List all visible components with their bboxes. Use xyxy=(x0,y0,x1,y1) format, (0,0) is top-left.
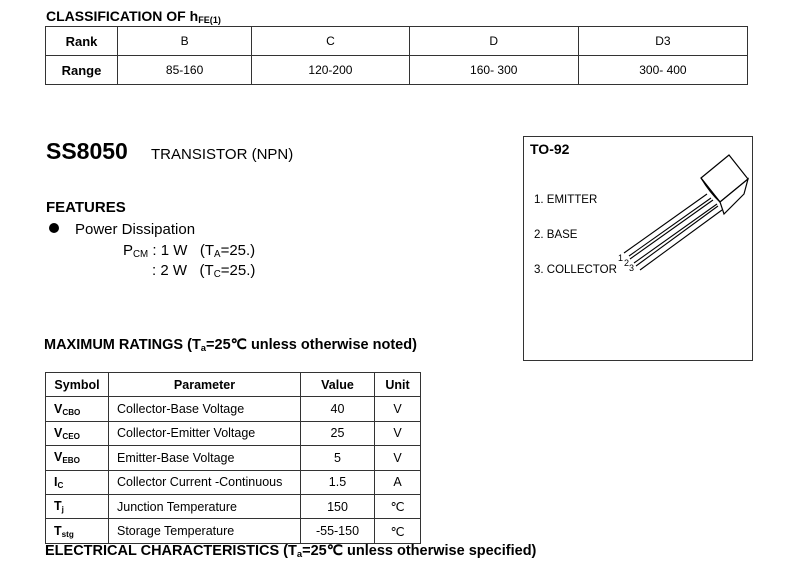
range-cell: 85-160 xyxy=(118,56,252,85)
table-header-row xyxy=(46,373,421,397)
feature-item: Power Dissipation xyxy=(75,221,196,238)
max-ratings-table xyxy=(45,372,421,544)
spec-cond: (T xyxy=(199,262,214,279)
features-heading: FEATURES xyxy=(46,199,126,216)
range-cell: 160- 300 xyxy=(409,56,578,85)
range-cell: 120-200 xyxy=(252,56,410,85)
value-cell: 40 xyxy=(301,397,375,421)
symbol: V xyxy=(54,450,63,465)
max-ratings-title xyxy=(44,337,417,353)
classification-title-main: CLASSIFICATION OF h xyxy=(46,8,199,24)
table-row xyxy=(46,494,421,518)
rank-cell: D3 xyxy=(578,27,747,56)
unit-cell: V xyxy=(375,446,421,470)
classification-table xyxy=(45,26,748,85)
bullet-icon xyxy=(49,223,59,233)
table-row xyxy=(46,421,421,445)
parameter-cell: Emitter-Base Voltage xyxy=(109,446,301,470)
symbol: V xyxy=(54,401,63,416)
col-header-value: Value xyxy=(301,373,375,397)
rank-header: Rank xyxy=(46,27,118,56)
table-row xyxy=(46,397,421,421)
range-cell: 300- 400 xyxy=(578,56,747,85)
spec-value: : 2 W xyxy=(152,262,188,279)
value-cell: 150 xyxy=(301,494,375,518)
symbol: T xyxy=(54,523,62,538)
pin-label-emitter: 1. EMITTER xyxy=(534,194,598,206)
value-cell: -55-150 xyxy=(301,519,375,543)
elec-title-post: =25℃ unless otherwise specified) xyxy=(302,543,537,559)
value-cell: 25 xyxy=(301,421,375,445)
table-row xyxy=(46,519,421,543)
pin-label-base: 2. BASE xyxy=(534,229,578,241)
pin-label-collector: 3. COLLECTOR xyxy=(534,264,617,276)
max-title-pre: MAXIMUM RATINGS (T xyxy=(44,337,201,353)
symbol-sub: stg xyxy=(61,529,74,539)
pin-number: 3 xyxy=(629,263,635,273)
rank-cell: C xyxy=(252,27,410,56)
pin-number: 2 xyxy=(624,258,630,268)
parameter-cell: Collector-Emitter Voltage xyxy=(109,421,301,445)
symbol-sub: CBO xyxy=(62,407,81,417)
symbol-cell xyxy=(46,421,109,445)
symbol-cell xyxy=(46,494,109,518)
unit-cell: V xyxy=(375,397,421,421)
rank-row xyxy=(46,27,748,56)
package-box xyxy=(523,136,753,361)
package-body xyxy=(701,155,748,214)
symbol-cell xyxy=(46,519,109,543)
classification-title xyxy=(46,8,221,25)
parameter-cell: Storage Temperature xyxy=(109,519,301,543)
spec-cond-sub: A xyxy=(214,249,221,260)
package-leads xyxy=(624,194,722,270)
spec-cond-post: =25.) xyxy=(220,242,256,259)
part-description: TRANSISTOR (NPN) xyxy=(151,146,294,163)
elec-title-pre: ELECTRICAL CHARACTERISTICS (T xyxy=(45,543,297,559)
spec-symbol: P xyxy=(123,242,134,259)
spec-cond-sub: C xyxy=(213,269,221,280)
col-header-symbol: Symbol xyxy=(46,373,109,397)
symbol-sub: C xyxy=(57,480,64,490)
symbol-cell xyxy=(46,446,109,470)
parameter-cell: Junction Temperature xyxy=(109,494,301,518)
unit-cell: ℃ xyxy=(375,519,421,543)
range-row xyxy=(46,56,748,85)
electrical-characteristics-title xyxy=(45,543,536,559)
unit-cell: A xyxy=(375,470,421,494)
max-title-post: =25℃ unless otherwise noted) xyxy=(206,337,417,353)
col-header-parameter: Parameter xyxy=(109,373,301,397)
symbol-sub: j xyxy=(61,505,64,515)
rank-cell: B xyxy=(118,27,252,56)
power-spec-1 xyxy=(123,242,255,260)
symbol-cell xyxy=(46,470,109,494)
symbol-sub: CEO xyxy=(62,431,80,441)
part-number: SS8050 xyxy=(46,138,128,164)
table-row xyxy=(46,470,421,494)
spec-value: : 1 W xyxy=(148,242,188,259)
symbol-sub: EBO xyxy=(62,456,80,466)
range-header: Range xyxy=(46,56,118,85)
symbol: V xyxy=(54,425,63,440)
spec-cond: (T xyxy=(199,242,215,259)
parameter-cell: Collector Current -Continuous xyxy=(109,470,301,494)
symbol: I xyxy=(54,474,58,489)
max-title-sub: a xyxy=(200,342,207,353)
value-cell: 1.5 xyxy=(301,470,375,494)
col-header-unit: Unit xyxy=(375,373,421,397)
package-title: TO-92 xyxy=(530,141,570,157)
elec-title-sub: a xyxy=(296,548,303,559)
unit-cell: ℃ xyxy=(375,494,421,518)
rank-cell: D xyxy=(409,27,578,56)
unit-cell: V xyxy=(375,421,421,445)
parameter-cell: Collector-Base Voltage xyxy=(109,397,301,421)
pin-number: 1 xyxy=(618,253,624,263)
value-cell: 5 xyxy=(301,446,375,470)
spec-symbol-sub: CM xyxy=(133,249,149,260)
classification-title-sub: FE(1) xyxy=(198,15,221,25)
spec-cond-post: =25.) xyxy=(220,262,256,279)
symbol: T xyxy=(54,499,62,514)
table-row xyxy=(46,446,421,470)
to92-package-drawing xyxy=(612,149,752,279)
symbol-cell xyxy=(46,397,109,421)
power-spec-2 xyxy=(152,262,255,280)
